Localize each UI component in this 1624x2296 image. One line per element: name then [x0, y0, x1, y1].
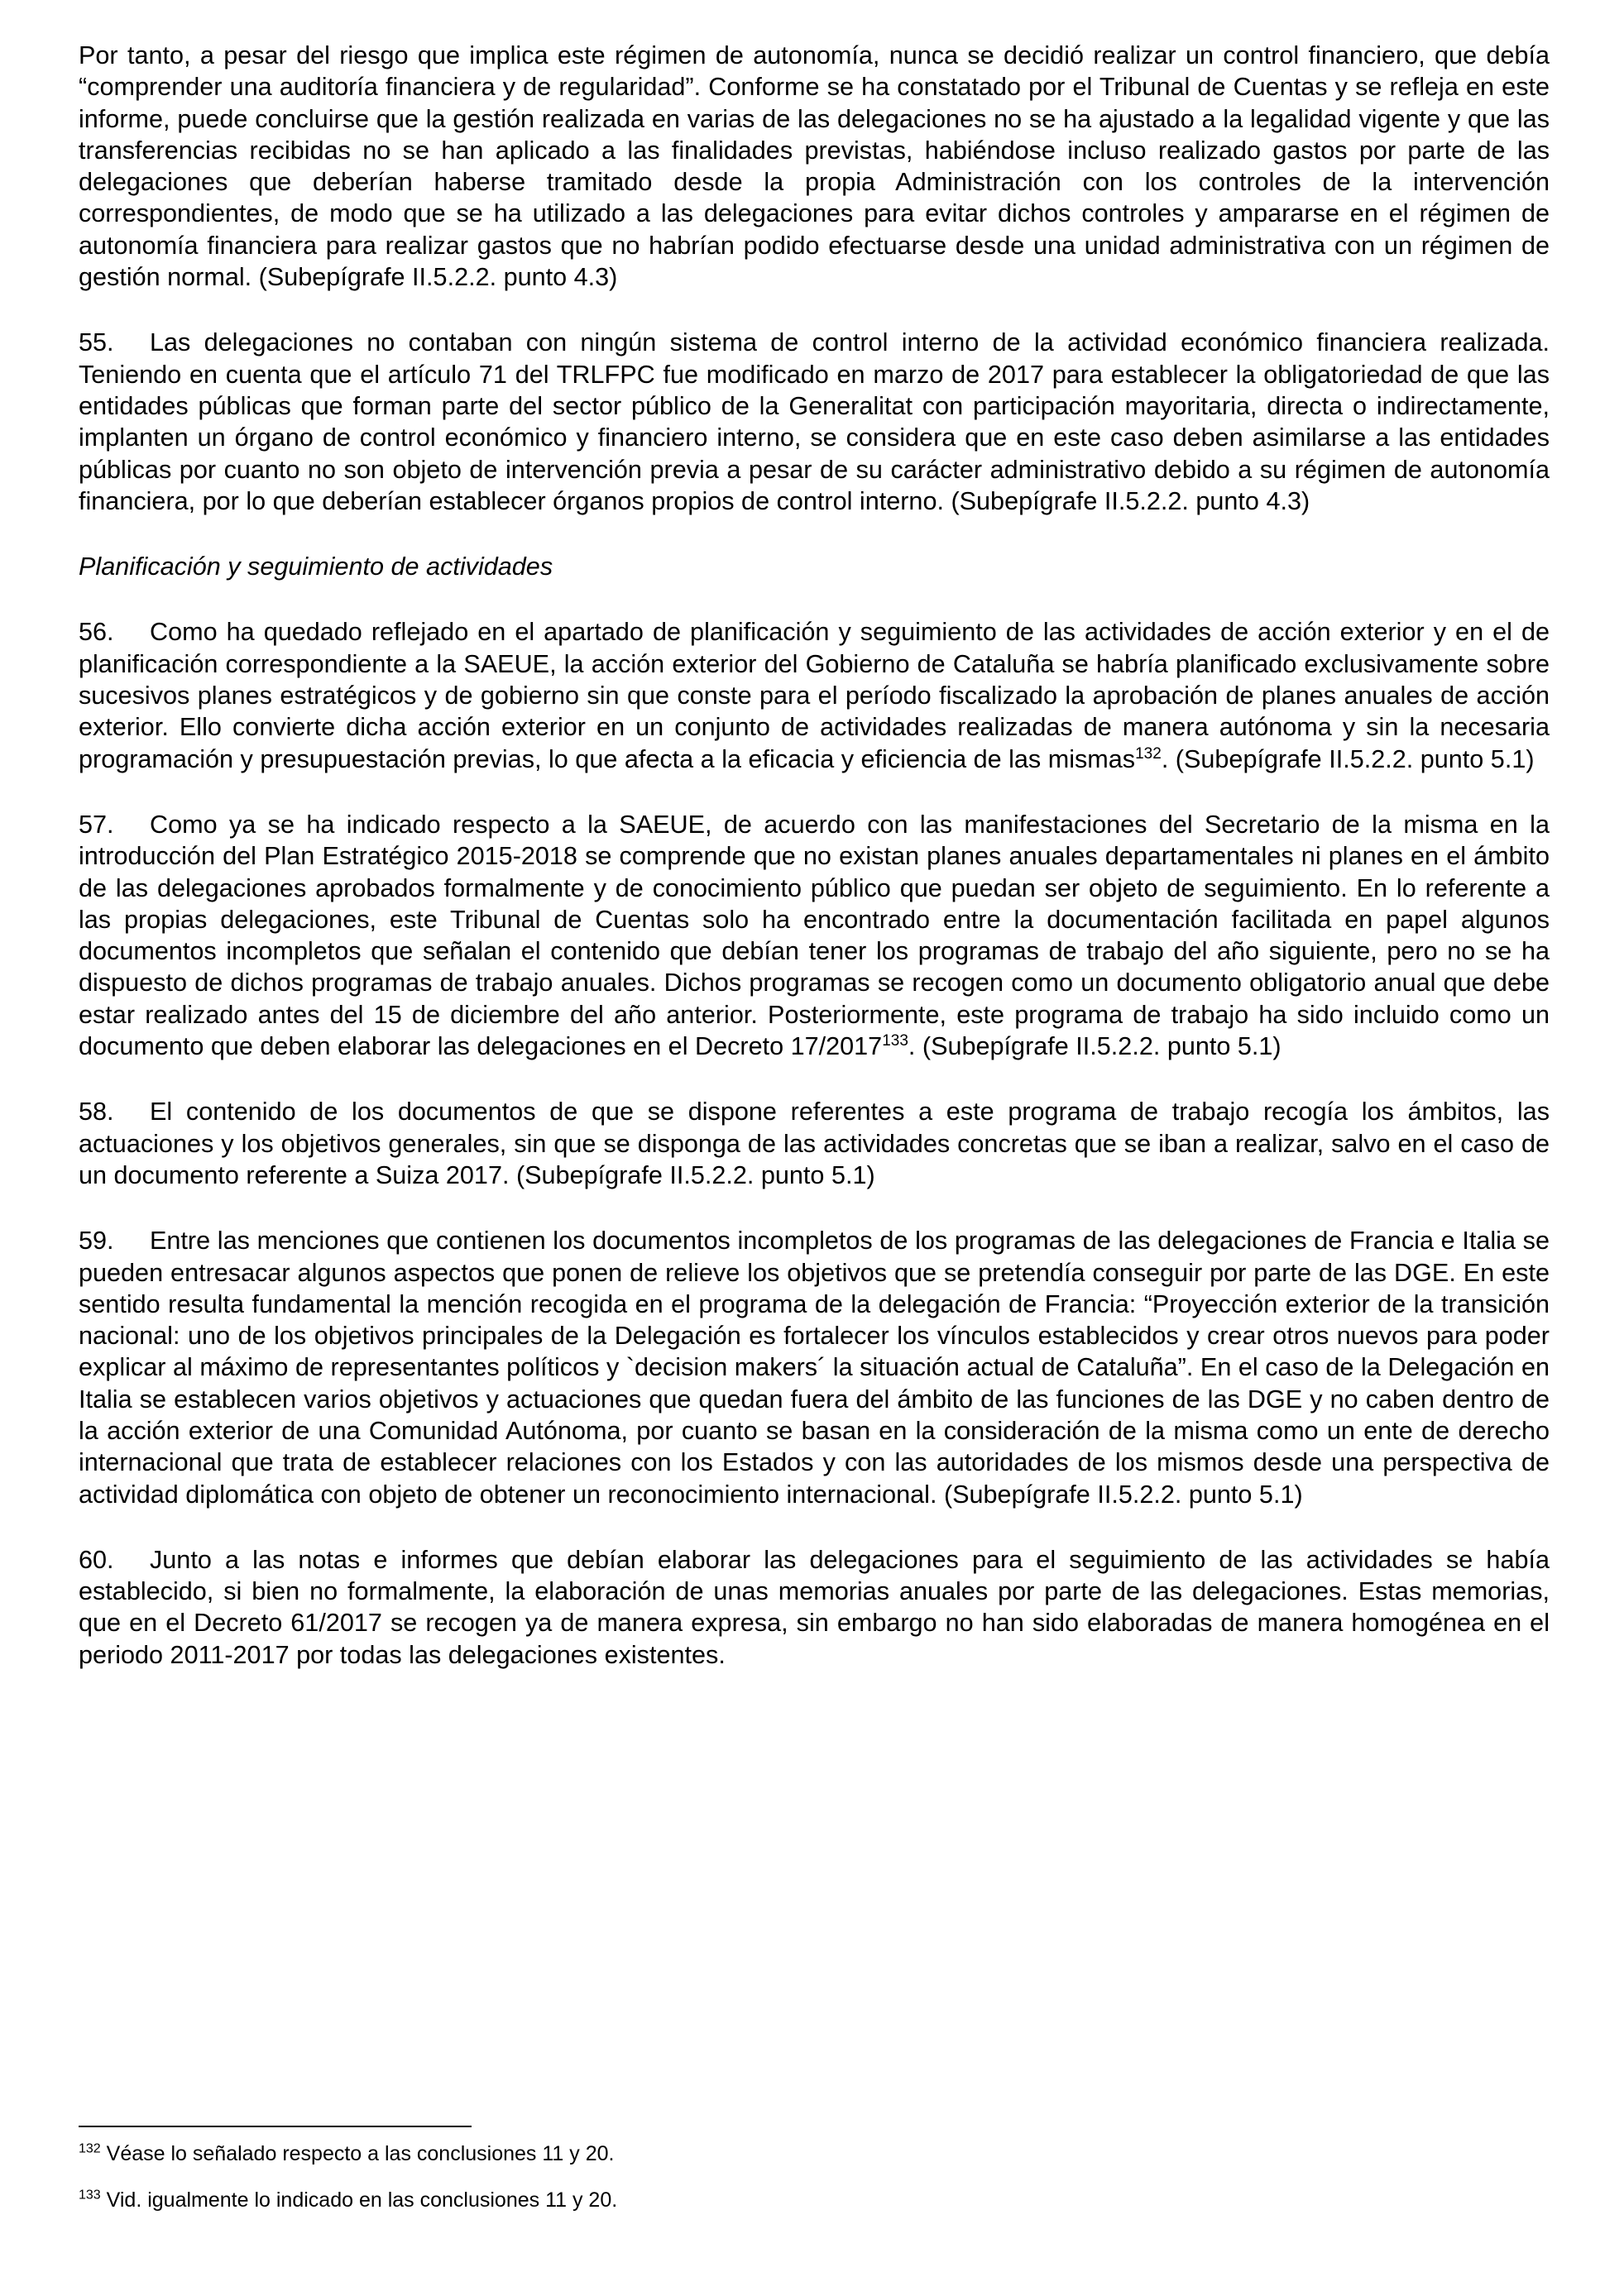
paragraph-text: Junto a las notas e informes que debían elaborar las delegaciones para el seguimiento de las actividades se había establecido, si bien no formalmente, la elaboración de unas memorias anuales por parte de las delegaciones. Estas memorias, que en el Decreto 61/2017 se recogen ya de manera expresa, sin embargo no han sido elaboradas de manera homogénea en el periodo 2011-2017 por todas las delegaciones existentes.	[79, 1545, 1550, 1669]
paragraph-57	[79, 809, 1550, 1062]
paragraph-number: 56.	[79, 618, 114, 647]
paragraph-text: Por tanto, a pesar del riesgo que implica este régimen de autonomía, nunca se decidió realizar un control financiero, que debía “comprender una auditoría financiera y de regularidad”. Conforme se ha constatado por el Tribunal de Cuentas y se refleja en este informe, puede concluirse que la gestión realizada en varias de las delegaciones no se ha ajustado a la legalidad vigente y que las transferencias recibidas no se han aplicado a las finalidades previstas, habiéndose incluso realizado gastos por parte de las delegaciones que deberían haberse tramitado desde la propia Administración con los controles de la intervención correspondientes, de modo que se ha utilizado a las delegaciones para evitar dichos controles y ampararse en el régimen de autonomía financiera para realizar gastos que no habrían podido efectuarse desde una unidad administrativa con un régimen de gestión normal. (Subepígrafe II.5.2.2. punto 4.3)	[79, 41, 1550, 292]
paragraph-intro	[79, 40, 1550, 293]
paragraph-text-end: . (Subepígrafe II.5.2.2. punto 5.1)	[908, 1032, 1281, 1061]
paragraph-number: 60.	[79, 1545, 114, 1574]
footnote-number: 133	[79, 2188, 101, 2203]
paragraph-text: Entre las menciones que contienen los documentos incompletos de los programas de las delegaciones de Francia e Italia se pueden entresacar algunos aspectos que ponen de relieve los objetivos que se pretendía conseguir por parte de las DGE. En este sentido resulta fundamental la mención recogida en el programa de la delegación de Francia: “Proyección exterior de la transición nacional: uno de los objetivos principales de la Delegación es fortalecer los vínculos establecidos y crear otros nuevos para poder explicar al máximo de representantes políticos y `decision makers´ la situación actual de Cataluña”. En el caso de la Delegación en Italia se establecen varios objetivos y actuaciones que quedan fuera del ámbito de las funciones de las DGE y no caben dentro de la acción exterior de una Comunidad Autónoma, por cuanto se basan en la consideración de la misma como un ente de derecho internacional que trata de establecer relaciones con los Estados y con las autoridades de los mismos desde una perspectiva de actividad diplomática con objeto de obtener un reconocimiento internacional. (Subepígrafe II.5.2.2. punto 5.1)	[79, 1227, 1550, 1509]
footnote-text: Vid. igualmente lo indicado en las conclusiones 11 y 20.	[106, 2188, 618, 2212]
paragraph-text: El contenido de los documentos de que se dispone referentes a este programa de trabajo recogía los ámbitos, las actuaciones y los objetivos generales, sin que se disponga de las actividades concretas que se iban a realizar, salvo en el caso de un documento referente a Suiza 2017. (Subepígrafe II.5.2.2. punto 5.1)	[79, 1098, 1550, 1189]
footnote-132	[79, 2141, 1550, 2167]
footnote-separator	[79, 2126, 472, 2127]
paragraph-text: Como ya se ha indicado respecto a la SAEUE, de acuerdo con las manifestaciones del Secretario de la misma en la introducción del Plan Estratégico 2015-2018 se comprende que no existan planes anuales departamentales ni planes en el ámbito de las delegaciones aprobados formalmente y de conocimiento público que puedan ser objeto de seguimiento. En lo referente a las propias delegaciones, este Tribunal de Cuentas solo ha encontrado entre la documentación facilitada en papel algunos documentos incompletos que señalan el contenido que debían tener los programas de trabajo del año siguiente, pero no se ha dispuesto de dichos programas de trabajo anuales. Dichos programas se recogen como un documento obligatorio anual que debe estar realizado antes del 15 de diciembre del año anterior. Posteriormente, este programa de trabajo ha sido incluido como un documento que deben elaborar las delegaciones en el Decreto 17/2017	[79, 810, 1550, 1061]
paragraph-56	[79, 616, 1550, 774]
footnote-ref-133[interactable]: 133	[882, 1031, 908, 1050]
paragraph-number: 57.	[79, 810, 114, 839]
footnote-number: 132	[79, 2141, 101, 2156]
section-heading: Planificación y seguimiento de actividades	[79, 552, 553, 581]
footnote-133	[79, 2187, 1550, 2213]
paragraph-59	[79, 1225, 1550, 1510]
paragraph-number: 55.	[79, 328, 114, 357]
paragraph-number: 59.	[79, 1227, 114, 1256]
paragraph-60	[79, 1544, 1550, 1671]
paragraph-text-end: . (Subepígrafe II.5.2.2. punto 5.1)	[1161, 744, 1535, 773]
footnote-ref-132[interactable]: 132	[1135, 744, 1162, 763]
paragraph-text: Como ha quedado reflejado en el apartado de planificación y seguimiento de las actividades de acción exterior y en el de planificación correspondiente a la SAEUE, la acción exterior del Gobierno de Cataluña se habría planificado exclusivamente sobre sucesivos planes estratégicos y de gobierno sin que conste para el período fiscalizado la aprobación de planes anuales de acción exterior. Ello convierte dicha acción exterior en un conjunto de actividades realizadas de manera autónoma y sin la necesaria programación y presupuestación previas, lo que afecta a la eficacia y eficiencia de las mismas	[79, 618, 1550, 773]
paragraph-55	[79, 327, 1550, 517]
paragraph-number: 58.	[79, 1098, 114, 1126]
footnote-text: Véase lo señalado respecto a las conclusiones 11 y 20.	[106, 2142, 615, 2165]
paragraph-text: Las delegaciones no contaban con ningún sistema de control interno de la actividad económico financiera realizada. Teniendo en cuenta que el artículo 71 del TRLFPC fue modificado en marzo de 2017 para establecer la obligatoriedad de que las entidades públicas que forman parte del sector público de la Generalitat con participación mayoritaria, directa o indirectamente, implanten un órgano de control económico y financiero interno, se considera que en este caso deben asimilarse a las entidades públicas por cuanto no son objeto de intervención previa a pesar de su carácter administrativo debido a su régimen de autonomía financiera, por lo que deberían establecer órganos propios de control interno. (Subepígrafe II.5.2.2. punto 4.3)	[79, 328, 1550, 515]
paragraph-58	[79, 1096, 1550, 1191]
footnotes	[79, 2141, 1550, 2233]
